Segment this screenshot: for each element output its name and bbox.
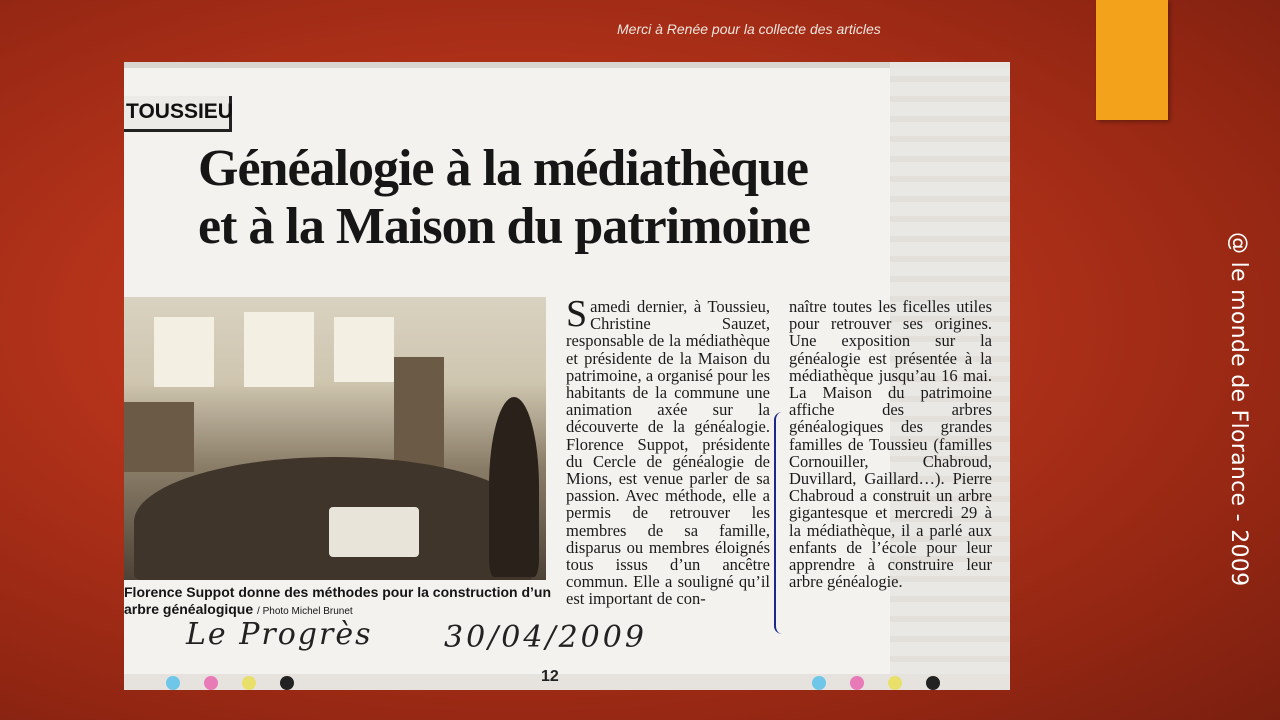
print-dot-cyan [166,676,180,690]
headline-line-1: Généalogie à la médiathèque [198,140,808,197]
bottom-bar [124,674,1010,690]
photo-bookshelf [394,357,444,477]
print-dot-yellow [888,676,902,690]
photo-window [334,317,394,382]
headline [198,140,898,256]
headline-line-2: et à la Maison du patrimoine [198,198,810,255]
handwritten-bracket [774,412,788,634]
photo-speaker [489,397,539,577]
print-dot-black [926,676,940,690]
top-rule [124,62,1010,68]
print-dot-magenta [850,676,864,690]
page-number: 12 [541,668,559,685]
handwritten-date: 30/04/2009 [444,620,647,655]
photo-table [329,507,419,557]
article-photo [124,297,546,580]
column-2-text: naître toutes les ficelles utiles pour retrouver ses origines. Une exposition sur la généalogie est présentée à la médiathèque jusqu’au 16 mai. La Maison du patrimoine affiche des arbres généalogiques des grandes familles de Toussieu (familles Cornouiller, Chabroud, Duvillard, Gaillard…). Pierre Chabroud a construit un arbre gigantesque et mercredi 29 à la médiathèque, il a parlé aux enfants de l’école pour leur apprendre à construire leur arbre généalogie. [789,297,992,592]
print-dot-cyan [812,676,826,690]
print-dot-yellow [242,676,256,690]
photo-caption-block [124,584,554,620]
article-column-2 [789,298,992,590]
print-dot-magenta [204,676,218,690]
article-column-1 [566,293,770,609]
print-dot-black [280,676,294,690]
side-caption: @ le monde de Florance - 2009 [1226,232,1251,587]
dropcap: S [566,293,588,335]
newspaper-clipping [124,62,1010,690]
photo-window [244,312,314,387]
photo-caption: Florence Suppot donne des méthodes pour la construction d’un arbre généalogique [124,584,552,617]
photo-credit: / Photo Michel Brunet [257,606,353,617]
slide-credit: Merci à Renée pour la collecte des articles [617,21,881,37]
photo-bookshelf [124,402,194,472]
accent-block [1096,0,1168,120]
section-tag: TOUSSIEU [124,96,232,132]
handwritten-source: Le Progrès [186,617,373,652]
photo-window [154,317,214,387]
column-1-text: amedi dernier, à Toussieu, Christine Sauzet, responsable de la médiathèque et présidente de la Maison du patrimoine, a organisé pour les habitants de la commune une animation axée sur la découverte de la généalogie. Florence Suppot, présidente du Cercle de généalogie de Mions, est venue parler de sa passion. Avec méthode, elle a permis de retrouver les membres de sa famille, disparus ou membres éloignés tous issus d’un ancêtre commun. Elle a souligné qu’il est important de con- [566,297,770,609]
